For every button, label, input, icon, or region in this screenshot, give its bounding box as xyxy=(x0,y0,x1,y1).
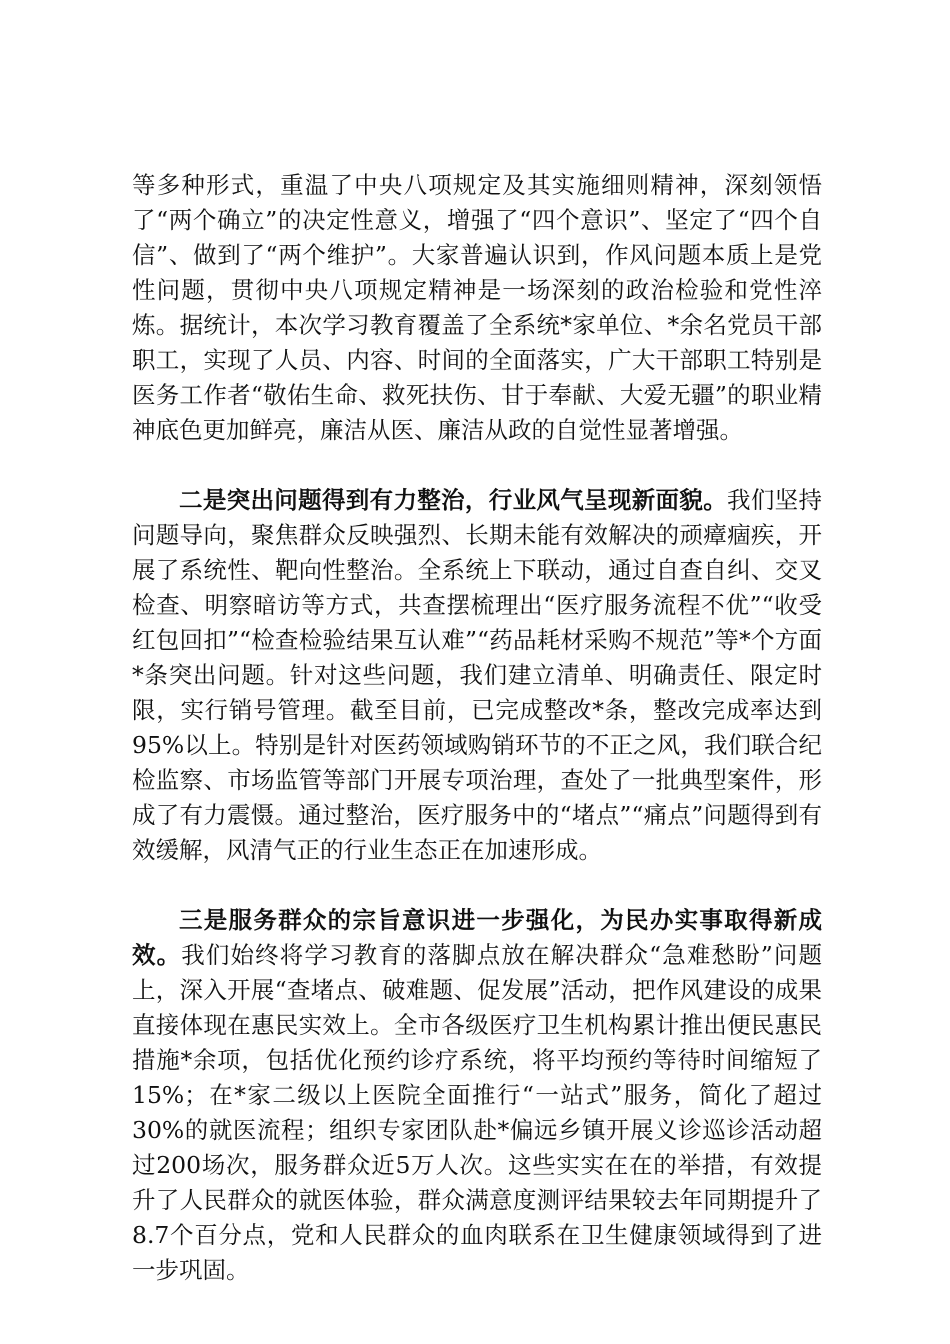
paragraph-continuation xyxy=(132,168,822,448)
paragraph-lead: 三是服务群众的宗旨意识进一步强化，为民办实事取得新成效。 xyxy=(132,906,822,969)
paragraph-text: 我们坚持问题导向，聚焦群众反映强烈、长期未能有效解决的顽瘴痼疾，开展了系统性、靶向性整治。全系统上下联动，通过自查自纠、交叉检查、明察暗访等方式，共查摆梳理出“医疗服务流程不优”“收受红包回扣”“检查检验结果互认难”“药品耗材采购不规范”等*个方面*条突出问题。针对这些问题，我们建立清单、明确责任、限定时限，实行销号管理。截至目前，已完成整改*条，整改完成率达到95%以上。特别是针对医药领域购销环节的不正之风，我们联合纪检监察、市场监管等部门开展专项治理，查处了一批典型案件，形成了有力震慑。通过整治，医疗服务中的“堵点”“痛点”问题得到有效缓解，风清气正的行业生态正在加速形成。 xyxy=(132,486,823,864)
paragraph-text: 我们始终将学习教育的落脚点放在解决群众“急难愁盼”问题上，深入开展“查堵点、破难题、促发展”活动，把作风建设的成果直接体现在惠民实效上。全市各级医疗卫生机构累计推出便民惠民措施*余项，包括优化预约诊疗系统，将平均预约等待时间缩短了15%；在*家二级以上医院全面推行“一站式”服务，简化了超过30%的就医流程；组织专家团队赴*偏远乡镇开展义诊巡诊活动超过200场次，服务群众近5万人次。这些实实在在的举措，有效提升了人民群众的就医体验，群众满意度测评结果较去年同期提升了8.7个百分点，党和人民群众的血肉联系在卫生健康领域得到了进一步巩固。 xyxy=(132,941,822,1284)
document-body xyxy=(132,168,822,1288)
paragraph-text: 等多种形式，重温了中央八项规定及其实施细则精神，深刻领悟了“两个确立”的决定性意义，增强了“四个意识”、坚定了“四个自信”、做到了“两个维护”。大家普遍认识到，作风问题本质上是党性问题，贯彻中央八项规定精神是一场深刻的政治检验和党性淬炼。据统计，本次学习教育覆盖了全系统*家单位、*余名党员干部职工，实现了人员、内容、时间的全面落实，广大干部职工特别是医务工作者“敬佑生命、救死扶伤、甘于奉献、大爱无疆”的职业精神底色更加鲜亮，廉洁从医、廉洁从政的自觉性显著增强。 xyxy=(132,171,822,444)
paragraph-serving-masses xyxy=(132,903,822,1288)
paragraph-problem-rectification xyxy=(132,483,822,868)
paragraph-lead: 二是突出问题得到有力整治，行业风气呈现新面貌。 xyxy=(179,486,728,514)
